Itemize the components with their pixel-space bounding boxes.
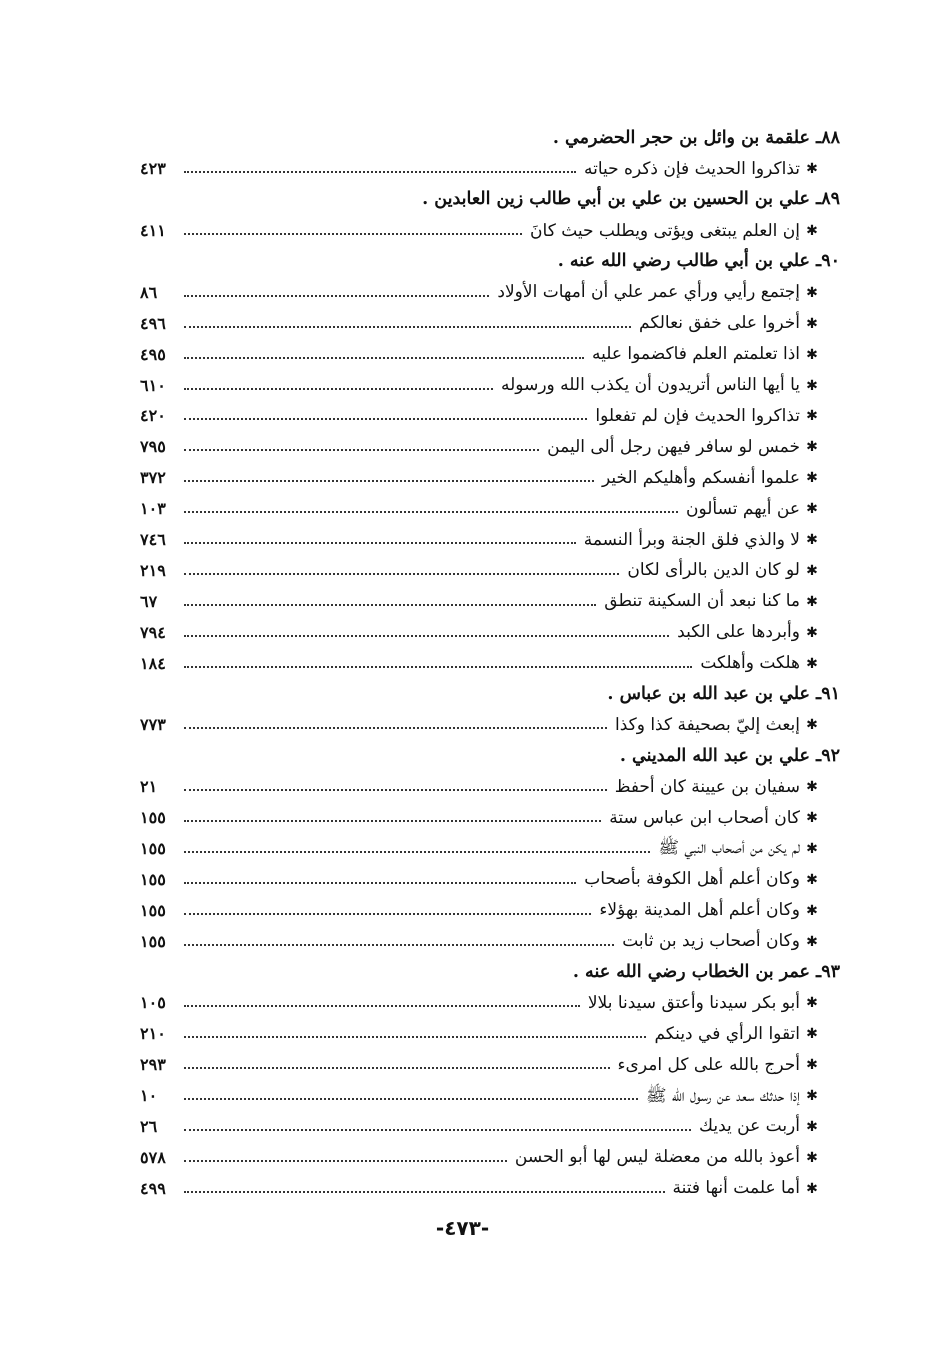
asterisk-icon: ✱ bbox=[806, 624, 818, 641]
index-entry bbox=[140, 648, 840, 679]
section-heading bbox=[140, 123, 840, 154]
entry-text: أعوذ بالله من معضلة ليس لها أبو الحسن bbox=[514, 1147, 800, 1168]
asterisk-icon: ✱ bbox=[806, 933, 818, 950]
entry-page-number: ١٥٥ bbox=[140, 808, 166, 828]
entry-text: إذا حدثك سعد عن رسول الله ﷺ bbox=[645, 1085, 800, 1106]
entry-page-number: ٧٩٤ bbox=[140, 622, 166, 642]
entry-text: إجتمع رأيي ورأي عمر علي أن أمهات الأولاد bbox=[497, 282, 800, 303]
dot-leader bbox=[184, 851, 650, 853]
entry-text: وكان أصحاب زيد بن ثابت bbox=[622, 931, 800, 952]
asterisk-icon: ✱ bbox=[806, 377, 818, 394]
dot-leader bbox=[184, 1160, 507, 1162]
entry-text: أحرج بالله على كل امرىء bbox=[617, 1054, 800, 1075]
entry-text: أربت عن يديك bbox=[699, 1116, 800, 1137]
index-entry bbox=[140, 494, 840, 525]
dot-leader bbox=[184, 388, 493, 390]
dot-leader bbox=[184, 604, 596, 606]
index-entry bbox=[140, 988, 840, 1019]
entry-text: إبعث إليّ بصحيفة كذا وكذا bbox=[614, 714, 800, 735]
entry-text: علموا أنفسكم وأهليكم الخير bbox=[602, 467, 800, 488]
index-entry bbox=[140, 772, 840, 803]
entry-text: هلكت وأهلكت bbox=[700, 653, 800, 674]
entry-page-number: ١٥٥ bbox=[140, 869, 166, 889]
index-entry bbox=[140, 895, 840, 926]
index-entry bbox=[140, 803, 840, 834]
asterisk-icon: ✱ bbox=[806, 223, 818, 240]
entry-text: لا والذي فلق الجنة وبرأ النسمة bbox=[583, 529, 800, 550]
asterisk-icon: ✱ bbox=[806, 532, 818, 549]
entry-page-number: ٦٧ bbox=[140, 591, 158, 611]
entry-page-number: ٣٧٢ bbox=[140, 468, 166, 488]
index-entry bbox=[140, 1142, 840, 1173]
dot-leader bbox=[184, 1005, 580, 1007]
index-entry bbox=[140, 1050, 840, 1081]
entry-page-number: ٨٦ bbox=[140, 282, 158, 302]
asterisk-icon: ✱ bbox=[806, 1026, 818, 1043]
dot-leader bbox=[184, 666, 692, 668]
entry-text: لم يكن من أصحاب النبي ﷺ bbox=[658, 838, 800, 859]
entry-page-number: ٥٧٨ bbox=[140, 1147, 166, 1167]
entry-text: يا أيها الناس أتريدون أن يكذب الله ورسوله bbox=[501, 375, 800, 396]
dot-leader bbox=[184, 1098, 638, 1100]
entry-page-number: ٤٩٦ bbox=[140, 313, 166, 333]
asterisk-icon: ✱ bbox=[806, 408, 818, 425]
entry-text: اتقوا الرأي في دينكم bbox=[654, 1023, 800, 1044]
dot-leader bbox=[184, 820, 601, 822]
dot-leader bbox=[184, 727, 607, 729]
asterisk-icon: ✱ bbox=[806, 655, 818, 672]
asterisk-icon: ✱ bbox=[806, 284, 818, 301]
index-entry bbox=[140, 308, 840, 339]
entry-text: تذاكروا الحديث فإن ذكره حياته bbox=[583, 158, 800, 179]
dot-leader bbox=[184, 295, 489, 297]
index-entry bbox=[140, 1081, 840, 1112]
asterisk-icon: ✱ bbox=[806, 501, 818, 518]
dot-leader bbox=[184, 635, 669, 637]
entry-page-number: ٢١٩ bbox=[140, 560, 166, 580]
asterisk-icon: ✱ bbox=[806, 1149, 818, 1166]
entry-text: وأبردها على الكبد bbox=[677, 622, 800, 643]
index-entry bbox=[140, 339, 840, 370]
asterisk-icon: ✱ bbox=[806, 995, 818, 1012]
entry-text: أخروا على خفق نعالكم bbox=[639, 313, 800, 334]
asterisk-icon: ✱ bbox=[806, 902, 818, 919]
entry-page-number: ٢٩٣ bbox=[140, 1055, 166, 1075]
index-entry bbox=[140, 586, 840, 617]
asterisk-icon: ✱ bbox=[806, 1088, 818, 1105]
index-entry bbox=[140, 1173, 840, 1204]
index-entry bbox=[140, 370, 840, 401]
asterisk-icon: ✱ bbox=[806, 562, 818, 579]
entry-page-number: ٤٩٩ bbox=[140, 1178, 166, 1198]
index-list bbox=[140, 123, 840, 1204]
section-heading bbox=[140, 741, 840, 772]
page-number: -٤٧٣- bbox=[435, 1216, 490, 1240]
index-entry bbox=[140, 525, 840, 556]
index-entry bbox=[140, 277, 840, 308]
entry-page-number: ٤٩٥ bbox=[140, 344, 166, 364]
asterisk-icon: ✱ bbox=[806, 346, 818, 363]
asterisk-icon: ✱ bbox=[806, 840, 818, 857]
entry-page-number: ٢١٠ bbox=[140, 1024, 166, 1044]
asterisk-icon: ✱ bbox=[806, 810, 818, 827]
dot-leader bbox=[184, 944, 614, 946]
section-heading bbox=[140, 185, 840, 216]
index-entry bbox=[140, 1112, 840, 1143]
asterisk-icon: ✱ bbox=[806, 315, 818, 332]
dot-leader bbox=[184, 542, 576, 544]
entry-text: ما كنا نبعد أن السكينة تنطق bbox=[604, 591, 800, 612]
index-entry bbox=[140, 154, 840, 185]
entry-text: إن العلم يبتغى ويؤتى ويطلب حيث كانَ bbox=[530, 220, 800, 241]
dot-leader bbox=[184, 233, 522, 235]
heading-text: ٩٠ـ علي بن أبي طالب رضي الله عنه . bbox=[557, 251, 840, 272]
dot-leader bbox=[184, 1191, 665, 1193]
entry-page-number: ١٠٣ bbox=[140, 499, 166, 519]
entry-text: وكان أعلم أهل المدينة بهؤلاء bbox=[599, 900, 800, 921]
asterisk-icon: ✱ bbox=[806, 1118, 818, 1135]
index-entry bbox=[140, 432, 840, 463]
dot-leader bbox=[184, 357, 584, 359]
asterisk-icon: ✱ bbox=[806, 593, 818, 610]
entry-text: عن أيهم تسألون bbox=[685, 498, 800, 519]
entry-page-number: ٤٢٠ bbox=[140, 406, 166, 426]
heading-text: ٩٣ـ عمر بن الخطاب رضي الله عنه . bbox=[572, 961, 840, 982]
entry-text: سفيان بن عيينة كان أحفظ bbox=[614, 776, 800, 797]
entry-page-number: ١٥٥ bbox=[140, 931, 166, 951]
entry-page-number: ٤٢٣ bbox=[140, 159, 166, 179]
entry-text: أما علمت أنها فتنة bbox=[672, 1178, 800, 1199]
index-entry bbox=[140, 401, 840, 432]
index-entry bbox=[140, 926, 840, 957]
index-entry bbox=[140, 216, 840, 247]
index-entry bbox=[140, 864, 840, 895]
dot-leader bbox=[184, 1067, 610, 1069]
asterisk-icon: ✱ bbox=[806, 1180, 818, 1197]
asterisk-icon: ✱ bbox=[806, 439, 818, 456]
heading-text: ٨٨ـ علقمة بن وائل بن حجر الحضرمي . bbox=[552, 127, 840, 148]
dot-leader bbox=[184, 573, 619, 575]
entry-text: لو كان الدين بالرأى لكان bbox=[627, 560, 800, 581]
entry-page-number: ١٠٥ bbox=[140, 993, 166, 1013]
asterisk-icon: ✱ bbox=[806, 1057, 818, 1074]
index-entry bbox=[140, 710, 840, 741]
entry-text: تذاكروا الحديث فإن لم تفعلوا bbox=[595, 405, 800, 426]
entry-page-number: ٧٧٣ bbox=[140, 715, 166, 735]
dot-leader bbox=[184, 511, 678, 513]
dot-leader bbox=[184, 1129, 691, 1131]
section-heading bbox=[140, 679, 840, 710]
dot-leader bbox=[184, 1036, 646, 1038]
entry-page-number: ١٠ bbox=[140, 1086, 158, 1106]
entry-page-number: ٤١١ bbox=[140, 221, 166, 241]
entry-page-number: ٢١ bbox=[140, 777, 158, 797]
dot-leader bbox=[184, 449, 539, 451]
entry-page-number: ٢٦ bbox=[140, 1116, 158, 1136]
section-heading bbox=[140, 247, 840, 278]
dot-leader bbox=[184, 480, 594, 482]
index-entry bbox=[140, 555, 840, 586]
entry-text: وكان أعلم أهل الكوفة بأصحاب bbox=[584, 869, 800, 890]
dot-leader bbox=[184, 789, 607, 791]
heading-text: ٨٩ـ علي بن الحسين بن علي بن أبي طالب زين العابدين . bbox=[422, 189, 840, 210]
entry-text: خمس لو سافر فيهن رجل ألى اليمن bbox=[547, 436, 800, 457]
entry-text: كان أصحاب ابن عباس ستة bbox=[609, 807, 800, 828]
asterisk-icon: ✱ bbox=[806, 161, 818, 178]
entry-text: اذا تعلمتم العلم فاكضموا عليه bbox=[591, 344, 800, 365]
dot-leader bbox=[184, 171, 576, 173]
entry-page-number: ١٥٥ bbox=[140, 900, 166, 920]
dot-leader bbox=[184, 418, 587, 420]
dot-leader bbox=[184, 913, 591, 915]
dot-leader bbox=[184, 326, 631, 328]
asterisk-icon: ✱ bbox=[806, 779, 818, 796]
entry-page-number: ١٥٥ bbox=[140, 838, 166, 858]
dot-leader bbox=[184, 882, 576, 884]
index-entry bbox=[140, 617, 840, 648]
section-heading bbox=[140, 957, 840, 988]
asterisk-icon: ✱ bbox=[806, 717, 818, 734]
asterisk-icon: ✱ bbox=[806, 470, 818, 487]
index-entry bbox=[140, 1019, 840, 1050]
entry-page-number: ٧٩٥ bbox=[140, 437, 166, 457]
heading-text: ٩١ـ علي بن عبد الله بن عباس . bbox=[607, 683, 840, 704]
entry-text: أبو بكر سيدنا وأعتق سيدنا بلالا bbox=[587, 992, 800, 1013]
index-entry bbox=[140, 833, 840, 864]
asterisk-icon: ✱ bbox=[806, 871, 818, 888]
entry-page-number: ٦١٠ bbox=[140, 375, 166, 395]
heading-text: ٩٢ـ علي بن عبد الله المديني . bbox=[619, 745, 840, 766]
entry-page-number: ٧٤٦ bbox=[140, 530, 166, 550]
entry-page-number: ١٨٤ bbox=[140, 653, 166, 673]
index-entry bbox=[140, 463, 840, 494]
